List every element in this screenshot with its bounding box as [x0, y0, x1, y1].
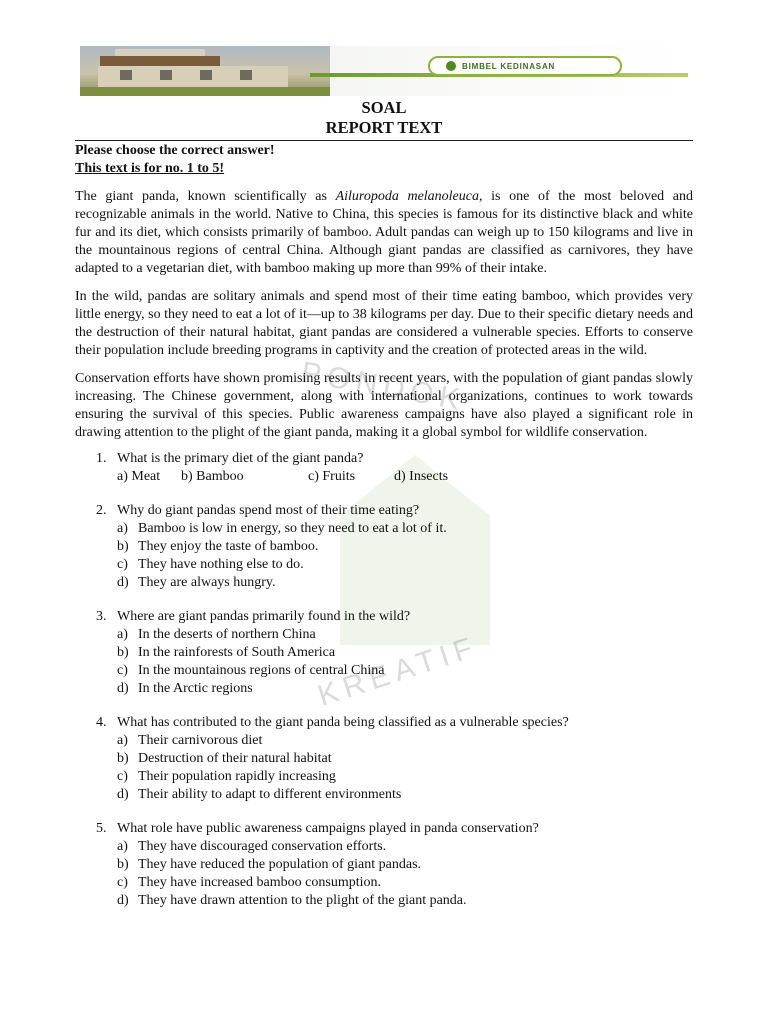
option-text: They have nothing else to do. — [138, 557, 304, 572]
leaf-logo-icon — [446, 61, 456, 71]
option-letter: d) — [117, 787, 129, 802]
option-letter: d) — [117, 893, 129, 908]
option-text: Fruits — [322, 469, 356, 484]
scientific-name: Ailuropoda melanoleuca — [335, 189, 479, 204]
option-letter: c) — [117, 557, 128, 572]
option-text: They are always hungry. — [138, 575, 276, 590]
option-letter: c) — [117, 875, 128, 890]
option-text: They have reduced the population of giant pandas. — [138, 857, 422, 872]
option-d — [75, 680, 693, 698]
option-text: Insects — [409, 469, 449, 484]
option-text: Their ability to adapt to different environments — [138, 787, 402, 802]
option-c — [75, 768, 693, 786]
option-letter: b) — [117, 645, 129, 660]
instruction-scope: This text is for no. 1 to 5! — [75, 161, 225, 176]
passage-paragraph-1 — [75, 188, 693, 278]
option-letter: b) — [181, 469, 193, 484]
question-4 — [75, 714, 693, 804]
option-letter: b) — [117, 539, 129, 554]
option-letter: c) — [117, 663, 128, 678]
question-2 — [75, 502, 693, 592]
main-content — [75, 142, 693, 926]
passage-paragraph-3: Conservation efforts have shown promising results in recent years, with the population of giant pandas slowly increasing. The Chinese government, along with international organizations, continues to work towards ensuring the survival of this species. Public awareness campaigns have also played a significant role in drawing attention to the plight of the giant panda, making it a global symbol for wildlife conservation. — [75, 371, 693, 440]
option-d — [75, 786, 693, 804]
option-d — [75, 574, 693, 592]
option-letter: d) — [394, 469, 406, 484]
question-5 — [75, 820, 693, 910]
question-number: 4. — [96, 715, 107, 730]
option-b — [181, 468, 308, 486]
brand-badge — [428, 56, 622, 76]
option-letter: a) — [117, 733, 128, 748]
instruction-line: Please choose the correct answer! — [75, 143, 275, 158]
option-text: Meat — [131, 469, 161, 484]
title-divider — [75, 140, 693, 141]
question-number: 5. — [96, 821, 107, 836]
option-text: Bamboo is low in energy, so they need to eat a lot of it. — [138, 521, 447, 536]
option-letter: a) — [117, 839, 128, 854]
question-text: What has contributed to the giant panda being classified as a vulnerable species? — [117, 715, 569, 730]
question-list — [75, 450, 693, 910]
passage-paragraph-2: In the wild, pandas are solitary animals and spend most of their time eating bamboo, which provides very little energy, so they need to eat a lot of it—up to 38 kilograms per day. Due to their specific dietary needs and the destruction of their natural habitat, giant pandas are considered a vulnerable species. Efforts to conserve their population include breeding programs in captivity and the creation of protected areas in the wild. — [75, 289, 693, 358]
option-text: Their carnivorous diet — [138, 733, 263, 748]
header-banner — [80, 46, 688, 96]
option-text: They enjoy the taste of bamboo. — [138, 539, 319, 554]
option-d — [75, 892, 693, 910]
question-text: What is the primary diet of the giant panda? — [117, 451, 364, 466]
option-d — [394, 468, 448, 486]
option-text: Bamboo — [196, 469, 244, 484]
option-text: In the mountainous regions of central China — [138, 663, 385, 678]
option-text: Their population rapidly increasing — [138, 769, 336, 784]
watermark-text-top: PONDOK — [298, 355, 468, 418]
option-text: They have discouraged conservation efforts. — [138, 839, 387, 854]
page-title — [0, 98, 768, 138]
option-letter: a) — [117, 627, 128, 642]
option-letter: a) — [117, 521, 128, 536]
option-text: In the rainforests of South America — [138, 645, 336, 660]
option-b — [75, 644, 693, 662]
option-letter: c) — [308, 469, 319, 484]
question-text: Where are giant pandas primarily found in the wild? — [117, 609, 411, 624]
paragraph-text: , is one of the most beloved and recognizable animals in the world. Native to China, this species is famous for its distinctive black and white fur and its diet, which consists primarily of bamboo. Adult pandas can weigh up to 150 kilograms and live in the mountainous regions of central China. Although giant pandas are classified as carnivores, they have adapted to a vegetarian diet, with bamboo making up more than 99% of their intake. — [75, 189, 694, 276]
paragraph-text: The giant panda, known scientifically as — [75, 189, 336, 204]
option-text: They have increased bamboo consumption. — [138, 875, 381, 890]
option-letter: b) — [117, 857, 129, 872]
option-c — [75, 662, 693, 680]
option-letter: a) — [117, 469, 128, 484]
brand-label: BIMBEL KEDINASAN — [462, 61, 556, 71]
option-a — [75, 838, 693, 856]
question-text: Why do giant pandas spend most of their time eating? — [117, 503, 420, 518]
watermark-text-bottom: KREATIF — [313, 630, 483, 713]
option-text: Destruction of their natural habitat — [138, 751, 332, 766]
option-b — [75, 750, 693, 768]
option-c — [75, 874, 693, 892]
title-line-1: SOAL — [361, 98, 407, 117]
option-letter: d) — [117, 681, 129, 696]
option-b — [75, 538, 693, 556]
question-number: 1. — [96, 451, 107, 466]
option-row — [75, 468, 693, 486]
question-3 — [75, 608, 693, 698]
option-a — [75, 520, 693, 538]
option-c — [75, 556, 693, 574]
option-letter: b) — [117, 751, 129, 766]
option-letter: c) — [117, 769, 128, 784]
question-number: 3. — [96, 609, 107, 624]
question-number: 2. — [96, 503, 107, 518]
option-a — [75, 626, 693, 644]
option-a — [75, 732, 693, 750]
title-line-2: REPORT TEXT — [325, 118, 443, 137]
option-c — [308, 468, 394, 486]
school-building-photo — [80, 46, 330, 96]
option-text: In the deserts of northern China — [138, 627, 316, 642]
question-1 — [75, 450, 693, 486]
option-letter: d) — [117, 575, 129, 590]
option-b — [75, 856, 693, 874]
option-text: In the Arctic regions — [138, 681, 253, 696]
option-text: They have drawn attention to the plight of the giant panda. — [138, 893, 467, 908]
question-text: What role have public awareness campaigns played in panda conservation? — [117, 821, 539, 836]
option-a — [117, 468, 181, 486]
